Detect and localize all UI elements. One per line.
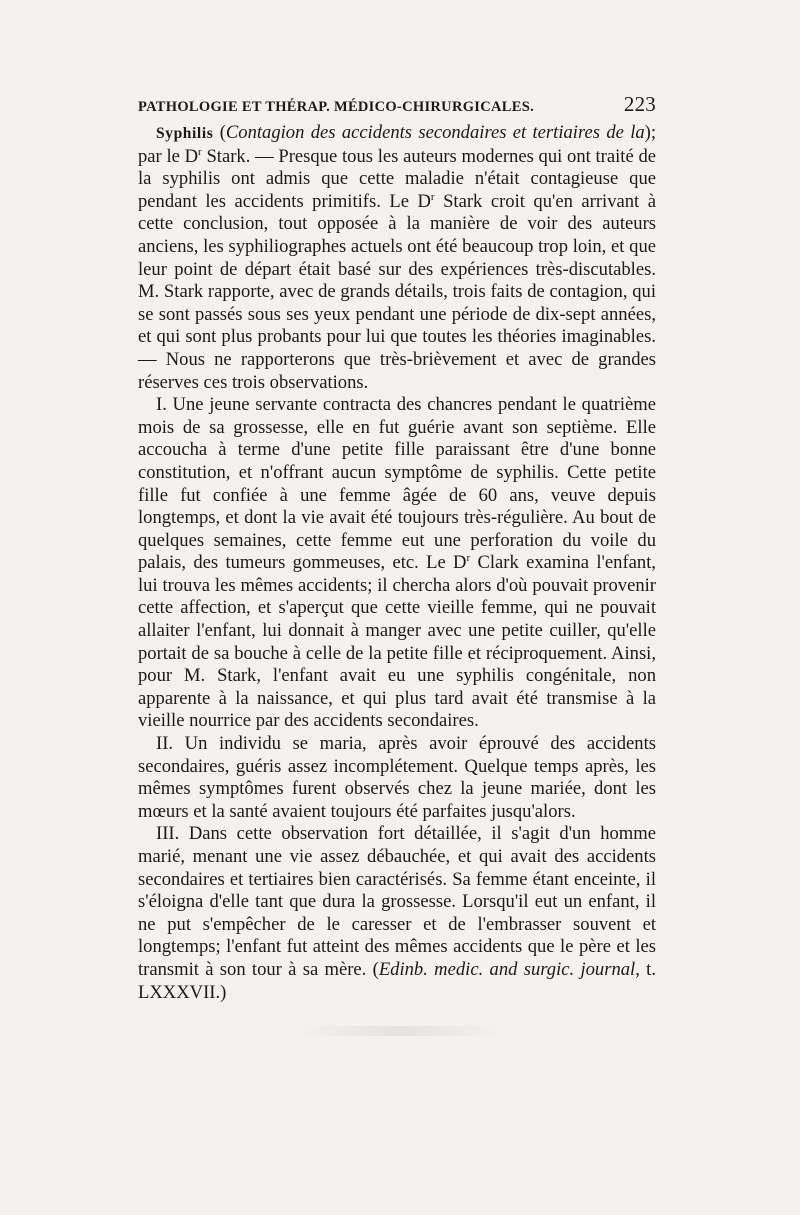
running-head — [138, 92, 656, 122]
intro-after-title: ); par le D — [138, 122, 657, 167]
case-1-text-a: I. Une jeune servante contracta des chancres pendant le quatrième mois de sa grossesse, elle en fut guérie avant son septième. Elle accoucha à terme d'une petite fille paraissant être d'une bonne constitution, et n'offrant aucun symptôme de syphilis. Cette petite fille fut confiée à une femme âgée de 60 ans, veuve depuis longtemps, et dont la vie avait été toujours très-régulière. Au bout de quelques semaines, cette femme eut une perforation du voile du palais, des tumeurs gommeuses, etc. Le D — [138, 394, 656, 574]
page-number: 223 — [623, 92, 656, 116]
case-1-text-b: Clark examina l'enfant, lui trouva les mêmes accidents; il chercha alors d'où pouvait provenir cette affection, et s'aperçut que cette vieille femme, qui ne pouvait allaiter l'enfant, lui donnait à manger avec une petite cuiller, qu'elle portait de sa bouche à celle de la petite fille et réciproquement. Ainsi, pour M. Stark, l'enfant avait eu une syphilis congénitale, non apparente à la naissance, et qui plus tard avait été transmise à la vieille nourrice par des accidents secondaires. — [138, 552, 657, 732]
case-2-paragraph — [138, 733, 656, 823]
intro-open-paren: ( — [213, 122, 226, 143]
headword: Syphilis — [156, 125, 214, 142]
intro-paragraph — [138, 122, 656, 394]
case-3-text: III. Dans cette observation fort détaillée, il s'agit d'un homme marié, menant une vie assez débauchée, et qui avait des accidents secondaires et tertiaires bien caractérisés. Sa femme étant enceinte, il s'éloigna d'elle tant que dura la grossesse. Lorsqu'il eut un enfant, il ne put s'empêcher de le caresser et de l'embrasser souvent et longtemps; l'enfant fut atteint des mêmes accidents que le père et les transmit à son tour à sa mère. ( — [138, 823, 656, 980]
case-1-paragraph — [138, 394, 656, 733]
article-title-part-2: la — [630, 122, 645, 143]
intro-superscript-2: r — [430, 190, 435, 203]
source-volume: , t. LXXXVII.) — [138, 958, 656, 1003]
body-text — [138, 122, 656, 1004]
article-title-part-1: Contagion des accidents secondaires et tertiaires de — [225, 122, 631, 143]
printed-page — [138, 92, 656, 1004]
source-journal: Edinb. medic. and surgic. journal — [378, 958, 636, 980]
case-2-text: II. Un individu se maria, après avoir éprouvé des accidents secondaires, guéris assez incomplétement. Quelque temps après, les mêmes symptômes furent observés chez la jeune mariée, dont les mœurs et la santé avaient toujours été parfaites jusqu'alors. — [138, 733, 656, 822]
case-3-paragraph — [138, 823, 656, 1004]
intro-text-1: Stark. — Presque tous les auteurs modernes qui ont traité de la syphilis ont admis que cette maladie n'était contagieuse que pendant les accidents primitifs. Le D — [138, 145, 656, 212]
intro-text-2: Stark croit qu'en arrivant à cette conclusion, tout opposée à la manière de voir des auteurs anciens, les syphiliographes actuels ont été beaucoup trop loin, et que leur point de départ était basé sur des expériences très-discutables. M. Stark rapporte, avec de grands détails, trois faits de contagion, qui se sont passés sous ses yeux pendant une période de dix-sept années, et qui sont plus probants pour lui que toutes les théories imaginables. — Nous ne rapporterons que très-brièvement et avec de grandes réserves ces trois observations. — [138, 190, 656, 393]
case-1-superscript: r — [466, 552, 471, 565]
running-head-title: PATHOLOGIE ET THÉRAP. MÉDICO-CHIRURGICALES. — [138, 99, 535, 115]
intro-superscript-1: r — [198, 145, 202, 158]
paper-smudge — [300, 1026, 500, 1036]
